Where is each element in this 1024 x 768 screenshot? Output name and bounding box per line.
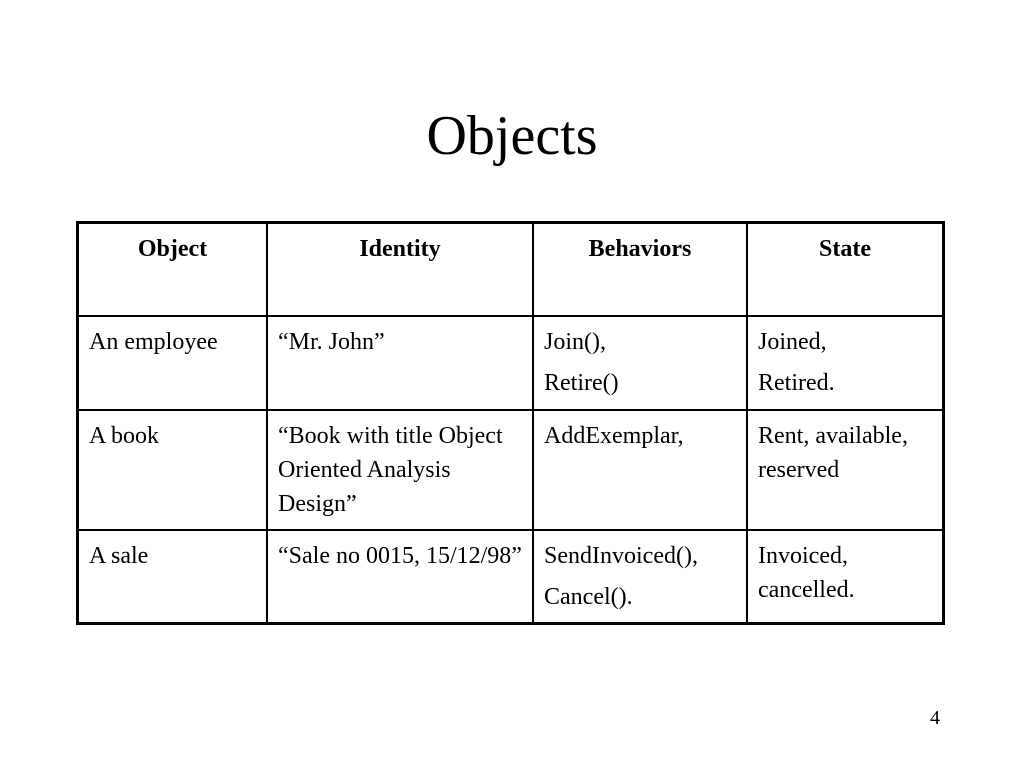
behavior-item: Retire() <box>544 370 619 396</box>
state-item: Retired. <box>758 370 835 396</box>
cell-state <box>747 316 944 410</box>
table-row <box>78 410 944 530</box>
header-behaviors: Behaviors <box>533 223 747 317</box>
cell-behaviors <box>533 410 747 530</box>
cell-state <box>747 530 944 624</box>
cell-object: A book <box>78 410 268 530</box>
behavior-item: AddExemplar, <box>544 423 684 449</box>
cell-identity: “Book with title Object Oriented Analysis Design” <box>267 410 533 530</box>
header-object: Object <box>78 223 268 317</box>
objects-table <box>76 221 945 625</box>
header-identity: Identity <box>267 223 533 317</box>
cell-identity: “Mr. John” <box>267 316 533 410</box>
state-item: Invoiced, cancelled. <box>758 543 855 603</box>
cell-behaviors <box>533 316 747 410</box>
cell-behaviors <box>533 530 747 624</box>
state-item: Joined, <box>758 329 827 355</box>
page-number: 4 <box>930 707 940 729</box>
table-row <box>78 530 944 624</box>
cell-object: An employee <box>78 316 268 410</box>
behavior-item: Join(), <box>544 329 606 355</box>
state-item: Rent, available, reserved <box>758 423 908 483</box>
slide-title: Objects <box>426 105 598 167</box>
header-state: State <box>747 223 944 317</box>
behavior-item: Cancel(). <box>544 584 633 610</box>
table-header-row <box>78 223 944 317</box>
cell-object: A sale <box>78 530 268 624</box>
table-row <box>78 316 944 410</box>
cell-identity: “Sale no 0015, 15/12/98” <box>267 530 533 624</box>
cell-state <box>747 410 944 530</box>
behavior-item: SendInvoiced(), <box>544 543 698 569</box>
